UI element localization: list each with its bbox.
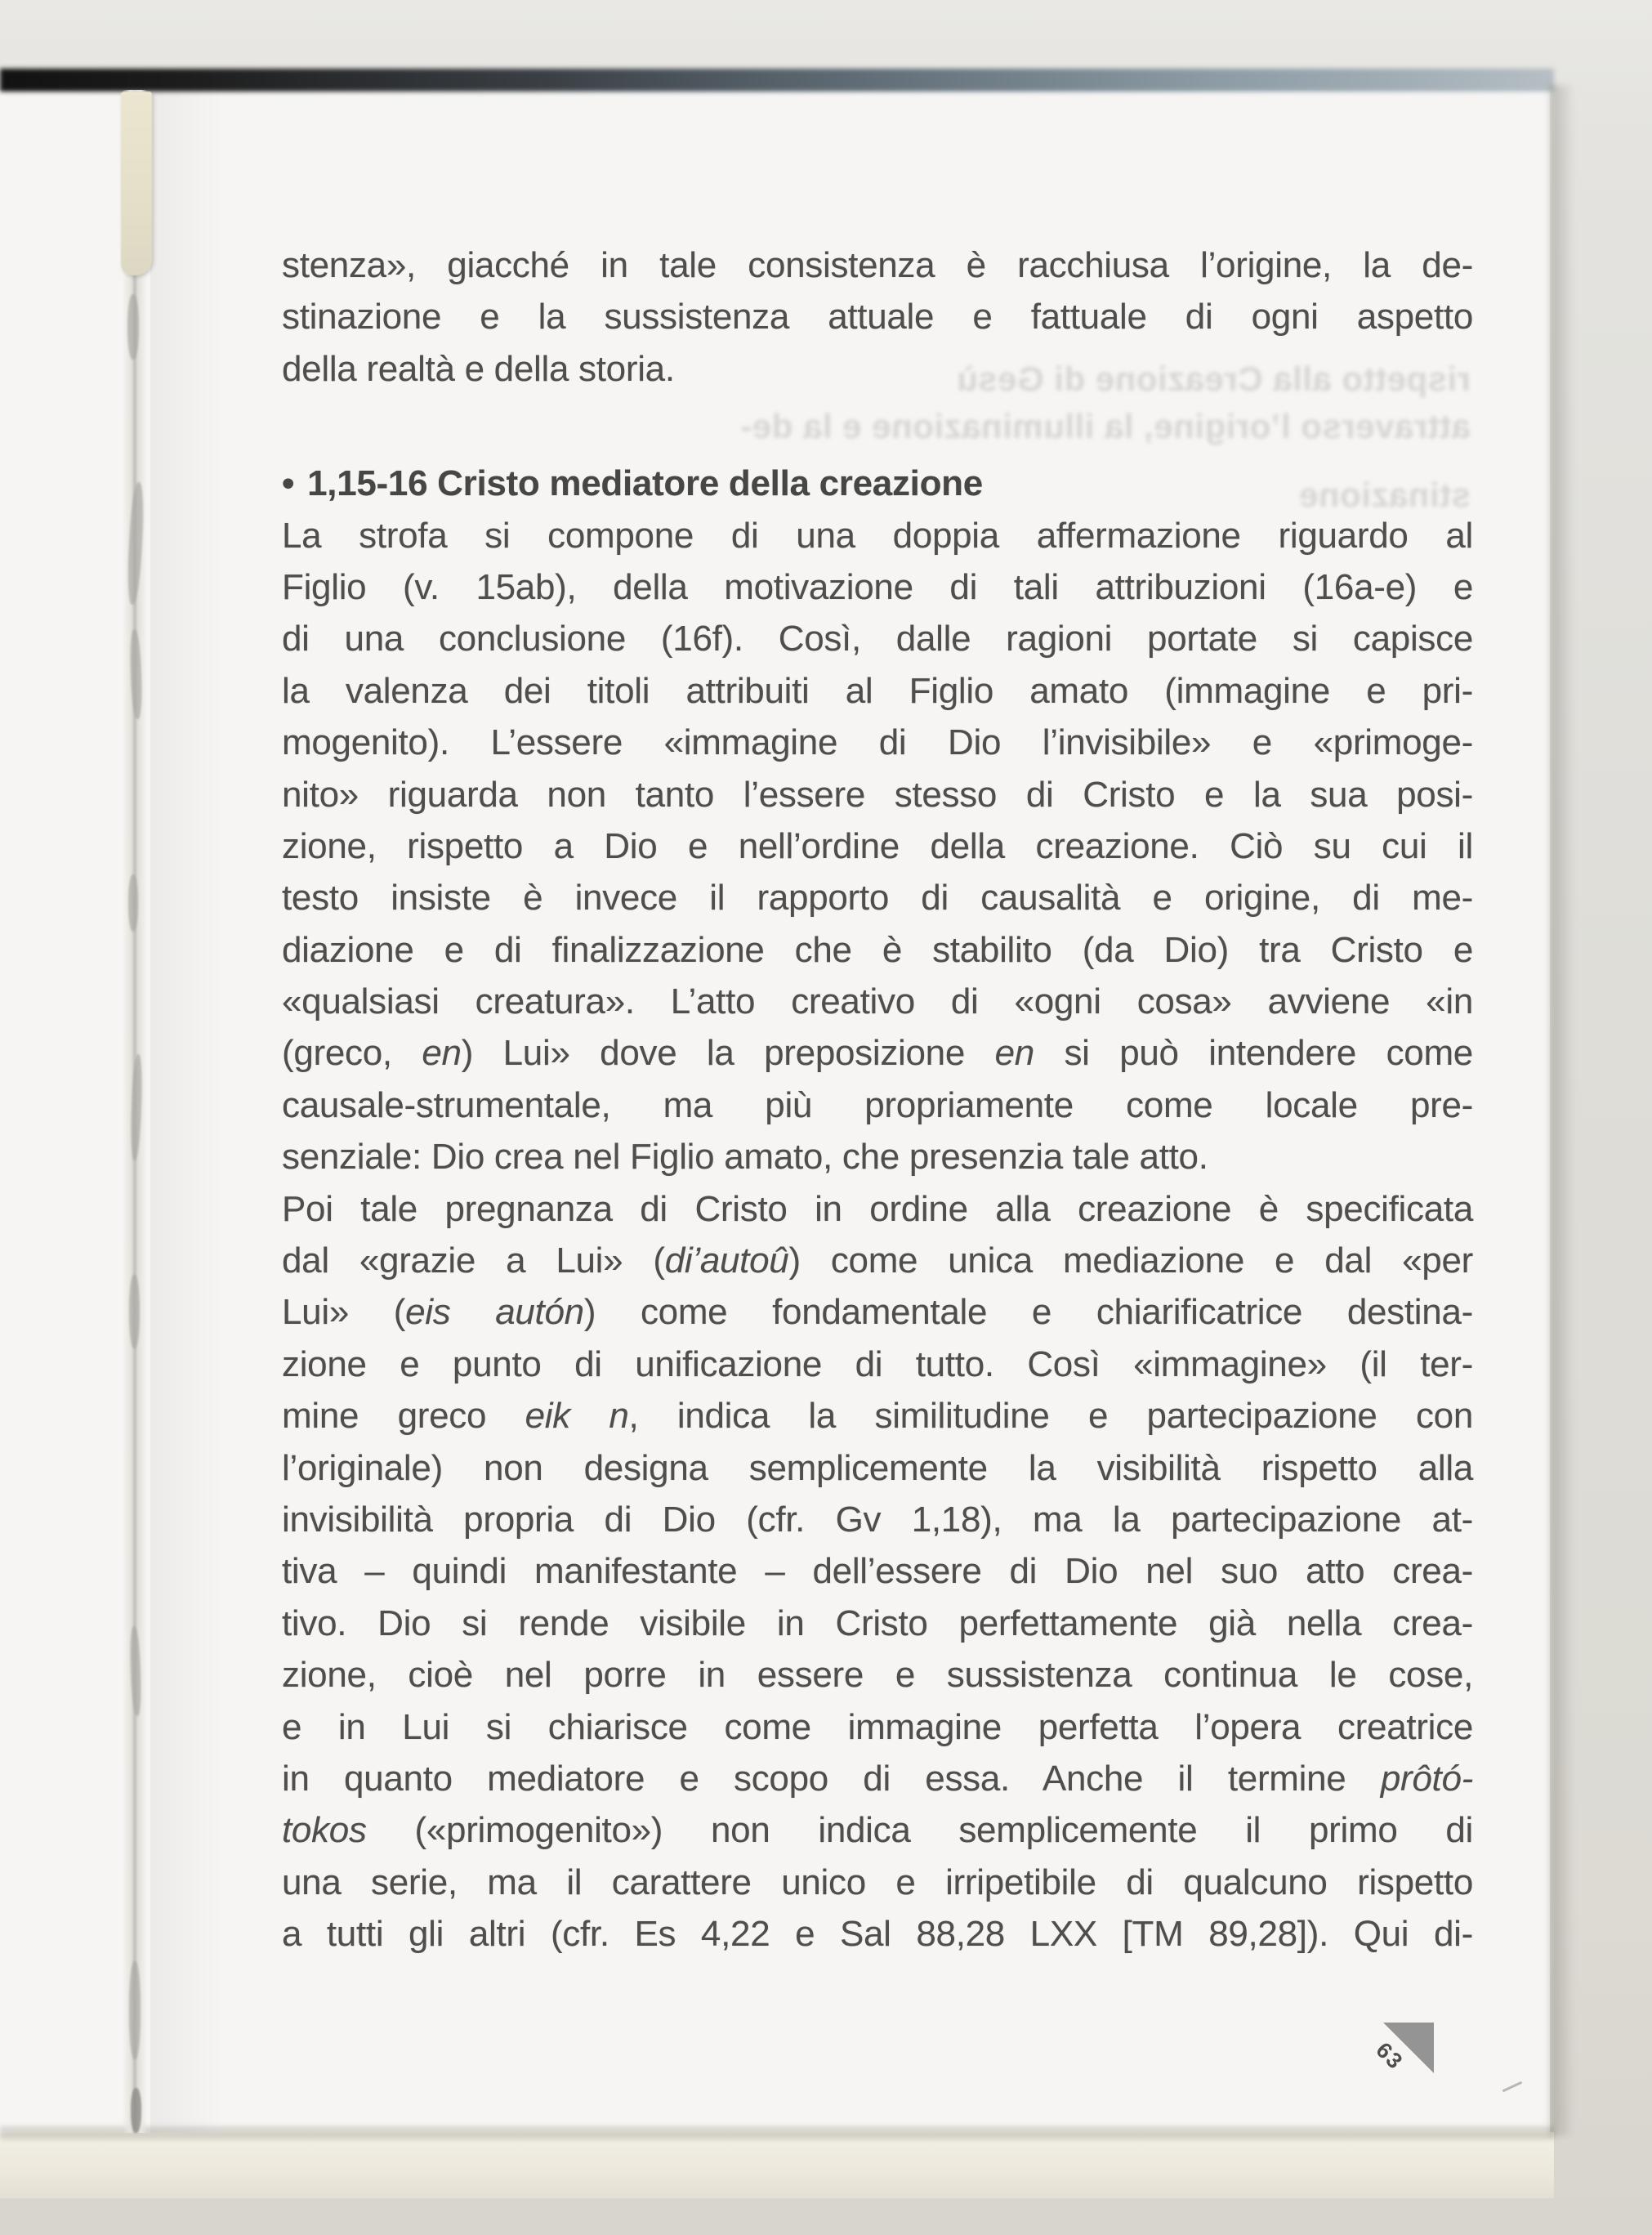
text-line: tivo. Dio si rende visibile in Cristo perfettamente già nella crea- (282, 1602, 1473, 1643)
text-line: stenza», giacché in tale consistenza è racchiusa l’origine, la de- (282, 245, 1473, 285)
section-heading (282, 458, 1473, 509)
text-line: mogenito). L’essere «immagine di Dio l’invisibile» e «primoge- (282, 722, 1473, 763)
text-line: Poi tale pregnanza di Cristo in ordine alla creazione è specificata (282, 1188, 1473, 1229)
text-line: tiva – quindi manifestante – dell’essere di Dio nel suo atto crea- (282, 1551, 1473, 1592)
text-line: mine greco eik n, indica la similitudine e partecipazione con (282, 1396, 1473, 1437)
text-line: causale-strumentale, ma più propriamente come locale pre- (282, 1084, 1473, 1125)
text-line: la valenza dei titoli attribuiti al Figlio amato (immagine e pri- (282, 670, 1473, 711)
tear-fragment (129, 1275, 140, 1348)
paragraph-body-1 (282, 510, 1473, 1183)
text-line: senziale: Dio crea nel Figlio amato, che presenzia tale atto. (282, 1137, 1208, 1178)
text-line: Figlio (v. 15ab), della motivazione di tali attribuzioni (16a-e) e (282, 566, 1473, 607)
text-line: nito» riguarda non tanto l’essere stesso di Cristo e la sua posi- (282, 774, 1473, 815)
ghost-line: stinazione (1298, 476, 1471, 514)
text-line: dal «grazie a Lui» (di’autoû) come unica mediazione e dal «per (282, 1240, 1473, 1281)
tear-fragment (131, 2088, 141, 2133)
text-line: zione, cioè nel porre in essere e sussistenza continua le cose, (282, 1655, 1473, 1696)
text-line: Lui» (eis autón) come fondamentale e chiarificatrice destina- (282, 1292, 1473, 1333)
page-curvature-shading (150, 90, 224, 2133)
ghost-line: attraverso l’origine, la illuminazione e la de- (739, 407, 1471, 445)
underlying-pages-edge (0, 2132, 1554, 2207)
page-top-edge-shadow (0, 69, 1554, 92)
text-line: La strofa si compone di una doppia affermazione riguardo al (282, 515, 1473, 556)
text-line: della realtà e della storia. (282, 348, 675, 389)
text-line: a tutti gli altri (cfr. Es 4,22 e Sal 88,28 LXX [TM 89,28]). Qui di- (282, 1914, 1473, 1955)
text-line: testo insiste è invece il rapporto di causalità e origine, di me- (282, 878, 1473, 919)
text-line: e in Lui si chiarisce come immagine perfetta l’opera creatrice (282, 1706, 1473, 1747)
page-number: 63 (1371, 2037, 1409, 2075)
text-line: «qualsiasi creatura». L’atto creativo di «ogni cosa» avviene «in (282, 981, 1473, 1022)
tear-fragment (129, 1961, 141, 2059)
paragraph-body-2 (282, 1183, 1473, 1960)
text-line: in quanto mediatore e scopo di essa. Anche il termine prôtó- (282, 1758, 1473, 1799)
heading-bullet: • (282, 463, 295, 504)
page-bottom-edge-shadow (0, 2126, 1554, 2139)
glue-residue (121, 92, 152, 275)
scanner-background-bottom (0, 2198, 1652, 2235)
text-line: (greco, en) Lui» dove la preposizione en si può intendere come (282, 1033, 1473, 1074)
paragraph-continuation (282, 239, 1473, 395)
text-line: diazione e di finalizzazione che è stabilito (da Dio) tra Cristo e (282, 929, 1473, 970)
text-line: l’originale) non designa semplicemente la visibilità rispetto alla (282, 1447, 1473, 1488)
text-line: invisibilità propria di Dio (cfr. Gv 1,18), ma la partecipazione at- (282, 1499, 1473, 1540)
text-line: di una conclusione (16f). Così, dalle ragioni portate si capisce (282, 619, 1473, 659)
text-line: una serie, ma il carattere unico e irripetibile di qualcuno rispetto (282, 1862, 1473, 1902)
text-line: tokos («primogenito») non indica semplicemente il primo di (282, 1810, 1473, 1851)
tear-fragment (128, 874, 138, 932)
text-block (282, 239, 1473, 1960)
ghost-line: rispetto alla Creazione di Gesù (956, 360, 1471, 398)
text-line: zione e punto di unificazione di tutto. Così «immagine» (il ter- (282, 1343, 1473, 1384)
heading-text: 1,15-16 Cristo mediatore della creazione (307, 463, 983, 504)
tear-fragment (127, 294, 139, 360)
page-right-edge-shadow (1550, 85, 1574, 2136)
text-line: zione, rispetto a Dio e nell’ordine della creazione. Ciò su cui il (282, 825, 1473, 866)
text-line: stinazione e la sussistenza attuale e fattuale di ogni aspetto (282, 297, 1473, 337)
